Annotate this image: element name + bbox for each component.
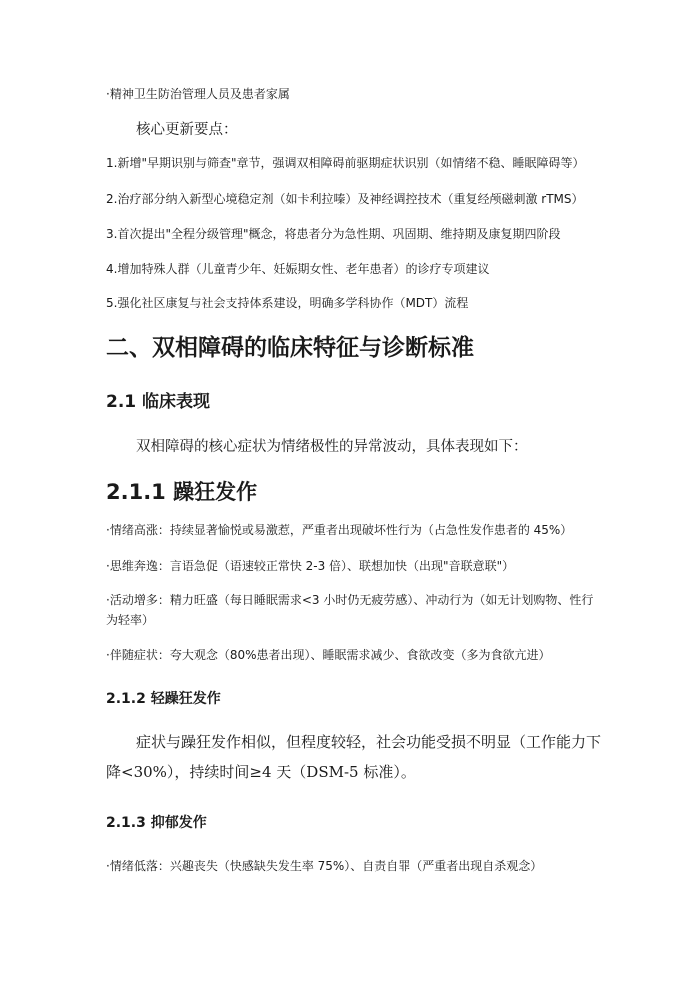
update-item-4: 4.增加特殊人群（儿童青少年、妊娠期女性、老年患者）的诊疗专项建议 [106,262,490,276]
updates-heading: 核心更新要点： [136,122,238,138]
update-item-3: 3.首次提出"全程分级管理"概念，将患者分为急性期、巩固期、维持期及康复期四阶段 [106,227,561,241]
section-2-1-2-title: 2.1.2 轻躁狂发作 [106,691,221,707]
update-item-5: 5.强化社区康复与社会支持体系建设，明确多学科协作（MDT）流程 [106,296,469,310]
section-2-1-title: 2.1 临床表现 [106,392,211,412]
audience-item: ·精神卫生防治管理人员及患者家属 [106,87,290,101]
section-2-1-3-title: 2.1.3 抑郁发作 [106,815,207,831]
section-2-title: 二、双相障碍的临床特征与诊断标准 [106,334,474,361]
update-item-2: 2.治疗部分纳入新型心境稳定剂（如卡利拉嗪）及神经调控技术（重复经颅磁刺激 rTMS） [106,192,584,206]
mania-symptom-3: ·活动增多：精力旺盛（每日睡眠需求<3 小时仍无疲劳感）、冲动行为（如无计划购物、性行为轻率） [106,593,594,627]
update-item-1: 1.新增"早期识别与筛查"章节，强调双相障碍前驱期症状识别（如情绪不稳、睡眠障碍等） [106,156,585,170]
depression-symptom-1: ·情绪低落：兴趣丧失（快感缺失发生率 75%）、自责自罪（严重者出现自杀观念） [106,859,543,873]
section-2-1-1-title: 2.1.1 躁狂发作 [106,480,258,504]
section-2-1-intro: 双相障碍的核心症状为情绪极性的异常波动，具体表现如下： [136,439,528,455]
mania-symptom-2: ·思维奔逸：言语急促（语速较正常快 2-3 倍）、联想加快（出现"音联意联"） [106,559,515,573]
mania-symptom-4: ·伴随症状：夸大观念（80%患者出现）、睡眠需求减少、食欲改变（多为食欲亢进） [106,648,551,662]
hypomania-paragraph: 症状与躁狂发作相似，但程度较轻，社会功能受损不明显（工作能力下降<30%），持续时间≥4 天（DSM-5 标准）。 [106,733,602,781]
mania-symptom-1: ·情绪高涨：持续显著愉悦或易激惹，严重者出现破坏性行为（占急性发作患者的 45%） [106,523,573,537]
